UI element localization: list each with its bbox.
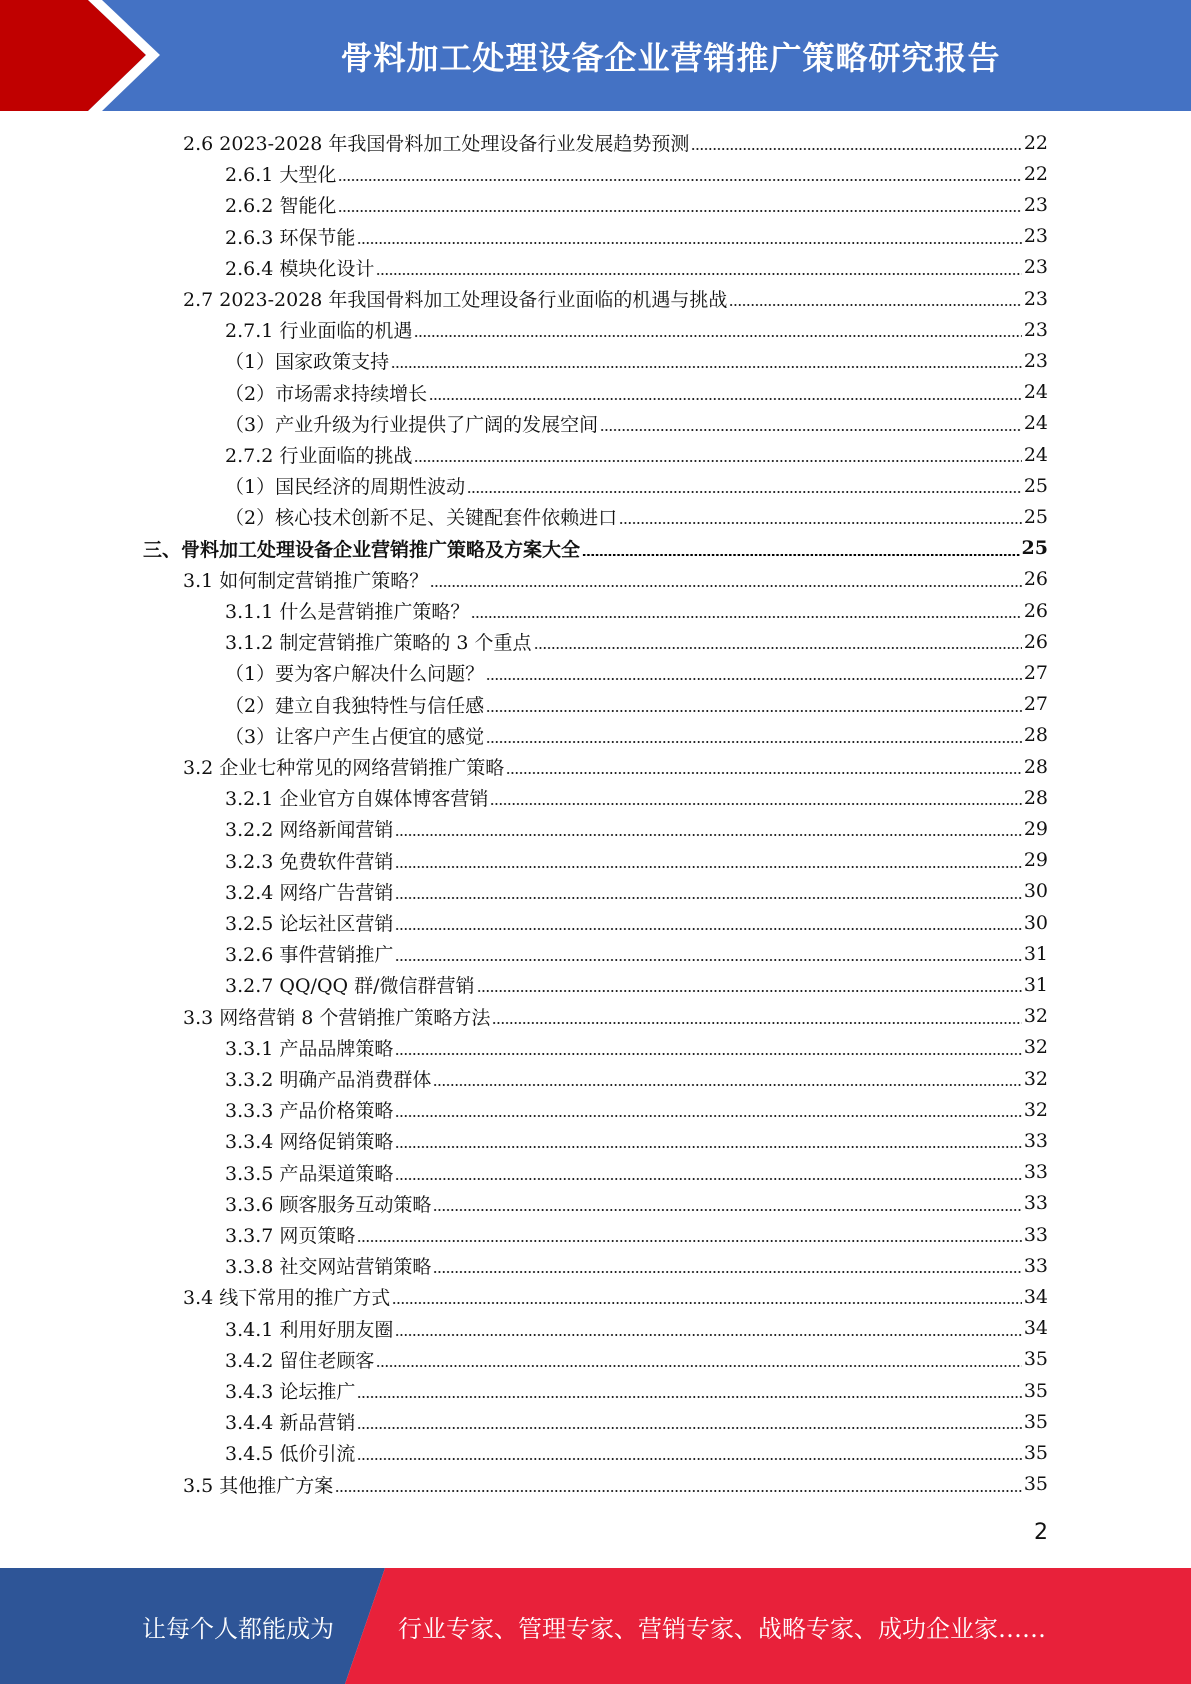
toc-entry[interactable] — [183, 564, 1048, 595]
toc-entry[interactable] — [225, 470, 1048, 501]
toc-entry-page: 28 — [1023, 724, 1048, 747]
toc-dot-leader — [357, 242, 1021, 244]
toc-entry-label: 3.4.5 低价引流 — [225, 1443, 356, 1466]
toc-entry-page: 26 — [1023, 630, 1048, 653]
toc-entry-label: 3.3.6 顾客服务互动策略 — [225, 1193, 432, 1216]
toc-dot-leader — [395, 959, 1021, 961]
toc-entry-label: 3.2.2 网络新闻营销 — [225, 819, 394, 842]
toc-entry[interactable] — [183, 1469, 1048, 1500]
toc-dot-leader — [395, 1146, 1021, 1148]
toc-entry[interactable] — [225, 1313, 1048, 1344]
toc-entry-page: 32 — [1023, 1067, 1048, 1090]
toc-entry-label: 3.2.3 免费软件营销 — [225, 850, 394, 873]
toc-dot-leader — [506, 772, 1022, 774]
toc-dot-leader — [471, 616, 1021, 618]
toc-entry-page: 34 — [1023, 1285, 1048, 1308]
toc-entry-label: 3.3.4 网络促销策略 — [225, 1131, 394, 1154]
toc-dot-leader — [433, 1271, 1021, 1273]
toc-entry-label: （1）国民经济的周期性波动 — [225, 476, 466, 499]
toc-entry-label: 3.2 企业七种常见的网络营销推广策略 — [183, 757, 505, 779]
toc-entry[interactable] — [225, 1437, 1048, 1468]
toc-entry[interactable] — [225, 501, 1048, 532]
toc-entry-label: （2）建立自我独特性与信任感 — [225, 694, 485, 717]
toc-dot-leader — [376, 1365, 1021, 1367]
toc-entry[interactable] — [225, 938, 1048, 969]
page-footer — [0, 1568, 1191, 1684]
toc-entry-label: 2.6.3 环保节能 — [225, 226, 356, 249]
toc-entry[interactable] — [225, 876, 1048, 907]
toc-entry[interactable] — [225, 158, 1048, 189]
toc-entry-page: 24 — [1023, 381, 1048, 404]
toc-entry-label: （1）国家政策支持 — [225, 351, 390, 374]
toc-entry[interactable] — [225, 1094, 1048, 1125]
toc-entry[interactable] — [183, 751, 1048, 782]
toc-entry-label: 3.5 其他推广方案 — [183, 1474, 334, 1497]
toc-entry-page: 33 — [1023, 1129, 1048, 1152]
toc-entry-page: 24 — [1023, 443, 1048, 466]
toc-entry[interactable] — [225, 907, 1048, 938]
toc-entry-page: 35 — [1023, 1410, 1048, 1433]
toc-dot-leader — [357, 1458, 1021, 1460]
toc-entry[interactable] — [225, 1157, 1048, 1188]
toc-dot-leader — [433, 1084, 1021, 1086]
toc-entry-page: 29 — [1023, 817, 1048, 840]
toc-entry-label: （2）市场需求持续增长 — [225, 382, 428, 405]
toc-dot-leader — [338, 179, 1021, 181]
toc-entry-label: 2.7 2023-2028 年我国骨料加工处理设备行业面临的机遇与挑战 — [183, 289, 728, 311]
toc-entry-page: 22 — [1023, 162, 1048, 185]
toc-entry-label: 3.4.4 新品营销 — [225, 1412, 356, 1435]
toc-entry-label: 3.3 网络营销 8 个营销推广策略方法 — [183, 1006, 491, 1029]
toc-entry-page: 31 — [1023, 973, 1048, 996]
toc-entry-page: 30 — [1023, 880, 1048, 903]
toc-entry[interactable] — [225, 1375, 1048, 1406]
toc-entry-page: 23 — [1023, 193, 1048, 216]
toc-entry-page: 23 — [1023, 225, 1048, 248]
toc-entry-page: 32 — [1023, 1005, 1048, 1028]
toc-entry-label: 2.7.2 行业面临的挑战 — [225, 445, 413, 467]
toc-dot-leader — [392, 1302, 1022, 1304]
toc-entry-page: 27 — [1023, 693, 1048, 716]
toc-entry-label: 3.2.7 QQ/QQ 群/微信群营销 — [225, 975, 475, 998]
toc-entry-page: 33 — [1023, 1223, 1048, 1246]
toc-entry-label: 2.6.2 智能化 — [225, 195, 337, 218]
toc-entry[interactable] — [225, 439, 1048, 470]
toc-entry[interactable] — [183, 283, 1048, 314]
toc-entry[interactable] — [225, 657, 1048, 688]
toc-entry-page: 32 — [1023, 1098, 1048, 1121]
toc-dot-leader — [486, 710, 1022, 712]
toc-dot-leader — [338, 210, 1021, 212]
toc-dot-leader — [729, 304, 1021, 306]
toc-entry-page: 30 — [1023, 911, 1048, 934]
toc-entry[interactable] — [225, 845, 1048, 876]
toc-entry[interactable] — [225, 252, 1048, 283]
toc-entry-label: 3.3.1 产品品牌策略 — [225, 1037, 394, 1060]
toc-entry[interactable] — [225, 782, 1048, 813]
toc-dot-leader — [691, 148, 1021, 150]
toc-entry-label: 3.2.5 论坛社区营销 — [225, 913, 394, 935]
toc-entry-label: 3.4.3 论坛推广 — [225, 1381, 356, 1403]
toc-entry-page: 32 — [1023, 1036, 1048, 1059]
toc-entry-page: 31 — [1023, 942, 1048, 965]
toc-entry-label: （3）产业升级为行业提供了广阔的发展空间 — [225, 413, 599, 436]
toc-entry-page: 26 — [1023, 599, 1048, 622]
toc-entry-page: 29 — [1023, 849, 1048, 872]
toc-dot-leader — [376, 273, 1021, 275]
toc-entry[interactable] — [225, 1032, 1048, 1063]
toc-dot-leader — [395, 1115, 1021, 1117]
toc-entry[interactable] — [143, 533, 1048, 564]
toc-entry[interactable] — [183, 1001, 1048, 1032]
toc-entry[interactable] — [225, 689, 1048, 720]
toc-entry[interactable] — [225, 1344, 1048, 1375]
toc-dot-leader — [395, 866, 1021, 868]
toc-dot-leader — [490, 803, 1021, 805]
toc-entry[interactable] — [225, 314, 1048, 345]
toc-entry-page: 34 — [1023, 1317, 1048, 1340]
toc-entry-label: 3.3.8 社交网站营销策略 — [225, 1256, 432, 1279]
toc-entry-page: 28 — [1023, 786, 1048, 809]
toc-entry-page: 23 — [1023, 256, 1048, 279]
toc-entry[interactable] — [225, 377, 1048, 408]
toc-entry-page: 35 — [1023, 1379, 1048, 1402]
toc-entry-page: 23 — [1023, 287, 1048, 310]
toc-entry-label: 3.2.1 企业官方自媒体博客营销 — [225, 788, 489, 811]
toc-entry-page: 25 — [1023, 505, 1048, 528]
toc-entry-page: 23 — [1023, 349, 1048, 372]
toc-dot-leader — [357, 1427, 1021, 1429]
toc-entry-label: 3.4.1 利用好朋友圈 — [225, 1318, 394, 1341]
toc-entry[interactable] — [225, 1406, 1048, 1437]
page-number: 2 — [1034, 1520, 1048, 1545]
toc-dot-leader — [395, 1178, 1021, 1180]
document-title: 骨料加工处理设备企业营销推广策略研究报告 — [340, 38, 1001, 77]
toc-entry[interactable] — [225, 221, 1048, 252]
toc-entry-label: 2.6.1 大型化 — [225, 164, 337, 187]
toc-dot-leader — [414, 460, 1021, 462]
toc-entry-page: 24 — [1023, 412, 1048, 435]
toc-entry-label: 3.3.2 明确产品消费群体 — [225, 1069, 432, 1091]
footer-slogan-left: 让每个人都能成为 — [142, 1614, 334, 1643]
toc-entry-page: 35 — [1023, 1348, 1048, 1371]
toc-entry-label: 2.7.1 行业面临的机遇 — [225, 320, 413, 343]
toc-entry-page: 23 — [1023, 318, 1048, 341]
toc-entry-page: 33 — [1023, 1161, 1048, 1184]
toc-entry-page: 28 — [1023, 755, 1048, 778]
toc-entry-label: 2.6.4 模块化设计 — [225, 257, 375, 280]
toc-entry-label: 3.1 如何制定营销推广策略？ — [183, 569, 429, 592]
toc-dot-leader — [335, 1490, 1022, 1492]
toc-entry-label: （1）要为客户解决什么问题？ — [225, 663, 485, 686]
toc-entry-label: （2）核心技术创新不足、关键配套件依赖进口 — [225, 507, 618, 530]
toc-entry-page: 25 — [1021, 537, 1048, 560]
toc-entry[interactable] — [225, 626, 1048, 657]
toc-entry-label: 3.3.5 产品渠道策略 — [225, 1162, 394, 1185]
toc-entry-label: 3.3.3 产品价格策略 — [225, 1100, 394, 1123]
toc-entry[interactable] — [183, 127, 1048, 158]
toc-entry[interactable] — [225, 969, 1048, 1000]
toc-entry-label: 2.6 2023-2028 年我国骨料加工处理设备行业发展趋势预测 — [183, 133, 690, 155]
toc-entry-label: （3）让客户产生占便宜的感觉 — [225, 725, 485, 748]
toc-entry[interactable] — [225, 1125, 1048, 1156]
toc-dot-leader — [429, 398, 1022, 400]
toc-dot-leader — [467, 491, 1022, 493]
toc-entry-label: 三、骨料加工处理设备企业营销推广策略及方案大全 — [143, 538, 581, 561]
toc-dot-leader — [534, 647, 1022, 649]
toc-entry[interactable] — [225, 1219, 1048, 1250]
toc-entry-page: 22 — [1023, 131, 1048, 154]
toc-entry-label: 3.3.7 网页策略 — [225, 1225, 356, 1247]
toc-dot-leader — [582, 554, 1020, 556]
toc-dot-leader — [395, 834, 1021, 836]
toc-entry-page: 33 — [1023, 1192, 1048, 1215]
toc-entry[interactable] — [225, 1063, 1048, 1094]
toc-dot-leader — [357, 1396, 1021, 1398]
toc-entry[interactable] — [225, 813, 1048, 844]
toc-dot-leader — [391, 366, 1022, 368]
toc-dot-leader — [486, 741, 1022, 743]
toc-dot-leader — [600, 429, 1022, 431]
toc-entry-page: 35 — [1023, 1441, 1048, 1464]
toc-dot-leader — [430, 585, 1022, 587]
toc-entry[interactable] — [225, 720, 1048, 751]
toc-dot-leader — [433, 1209, 1021, 1211]
toc-entry-label: 3.1.2 制定营销推广策略的 3 个重点 — [225, 632, 532, 655]
toc-entry-page: 26 — [1023, 568, 1048, 591]
toc-entry-page: 33 — [1023, 1254, 1048, 1277]
toc-dot-leader — [477, 990, 1022, 992]
toc-dot-leader — [395, 1053, 1021, 1055]
toc-entry-page: 25 — [1023, 474, 1048, 497]
toc-entry-label: 3.4 线下常用的推广方式 — [183, 1287, 391, 1310]
toc-entry-label: 3.4.2 留住老顾客 — [225, 1349, 375, 1372]
toc-entry[interactable] — [225, 189, 1048, 220]
toc-entry-page: 35 — [1023, 1473, 1048, 1496]
toc-entry[interactable] — [225, 345, 1048, 376]
toc-entry-label: 3.2.4 网络广告营销 — [225, 881, 394, 904]
page-header — [0, 0, 1191, 111]
footer-slogan-right: 行业专家、管理专家、营销专家、战略专家、成功企业家…… — [398, 1614, 1046, 1643]
toc-entry-label: 3.1.1 什么是营销推广策略？ — [225, 601, 470, 623]
toc-dot-leader — [492, 1022, 1021, 1024]
toc-entry[interactable] — [225, 1188, 1048, 1219]
toc-dot-leader — [414, 335, 1021, 337]
toc-dot-leader — [486, 678, 1022, 680]
toc-dot-leader — [395, 897, 1021, 899]
toc-entry[interactable] — [225, 1250, 1048, 1281]
toc-entry[interactable] — [225, 595, 1048, 626]
toc-entry-label: 3.2.6 事件营销推广 — [225, 944, 394, 967]
toc-entry[interactable] — [183, 1281, 1048, 1312]
toc-dot-leader — [619, 522, 1022, 524]
toc-dot-leader — [395, 928, 1021, 930]
toc-entry-page: 27 — [1023, 661, 1048, 684]
toc-dot-leader — [395, 1334, 1021, 1336]
toc-entry[interactable] — [225, 408, 1048, 439]
toc-dot-leader — [357, 1240, 1021, 1242]
